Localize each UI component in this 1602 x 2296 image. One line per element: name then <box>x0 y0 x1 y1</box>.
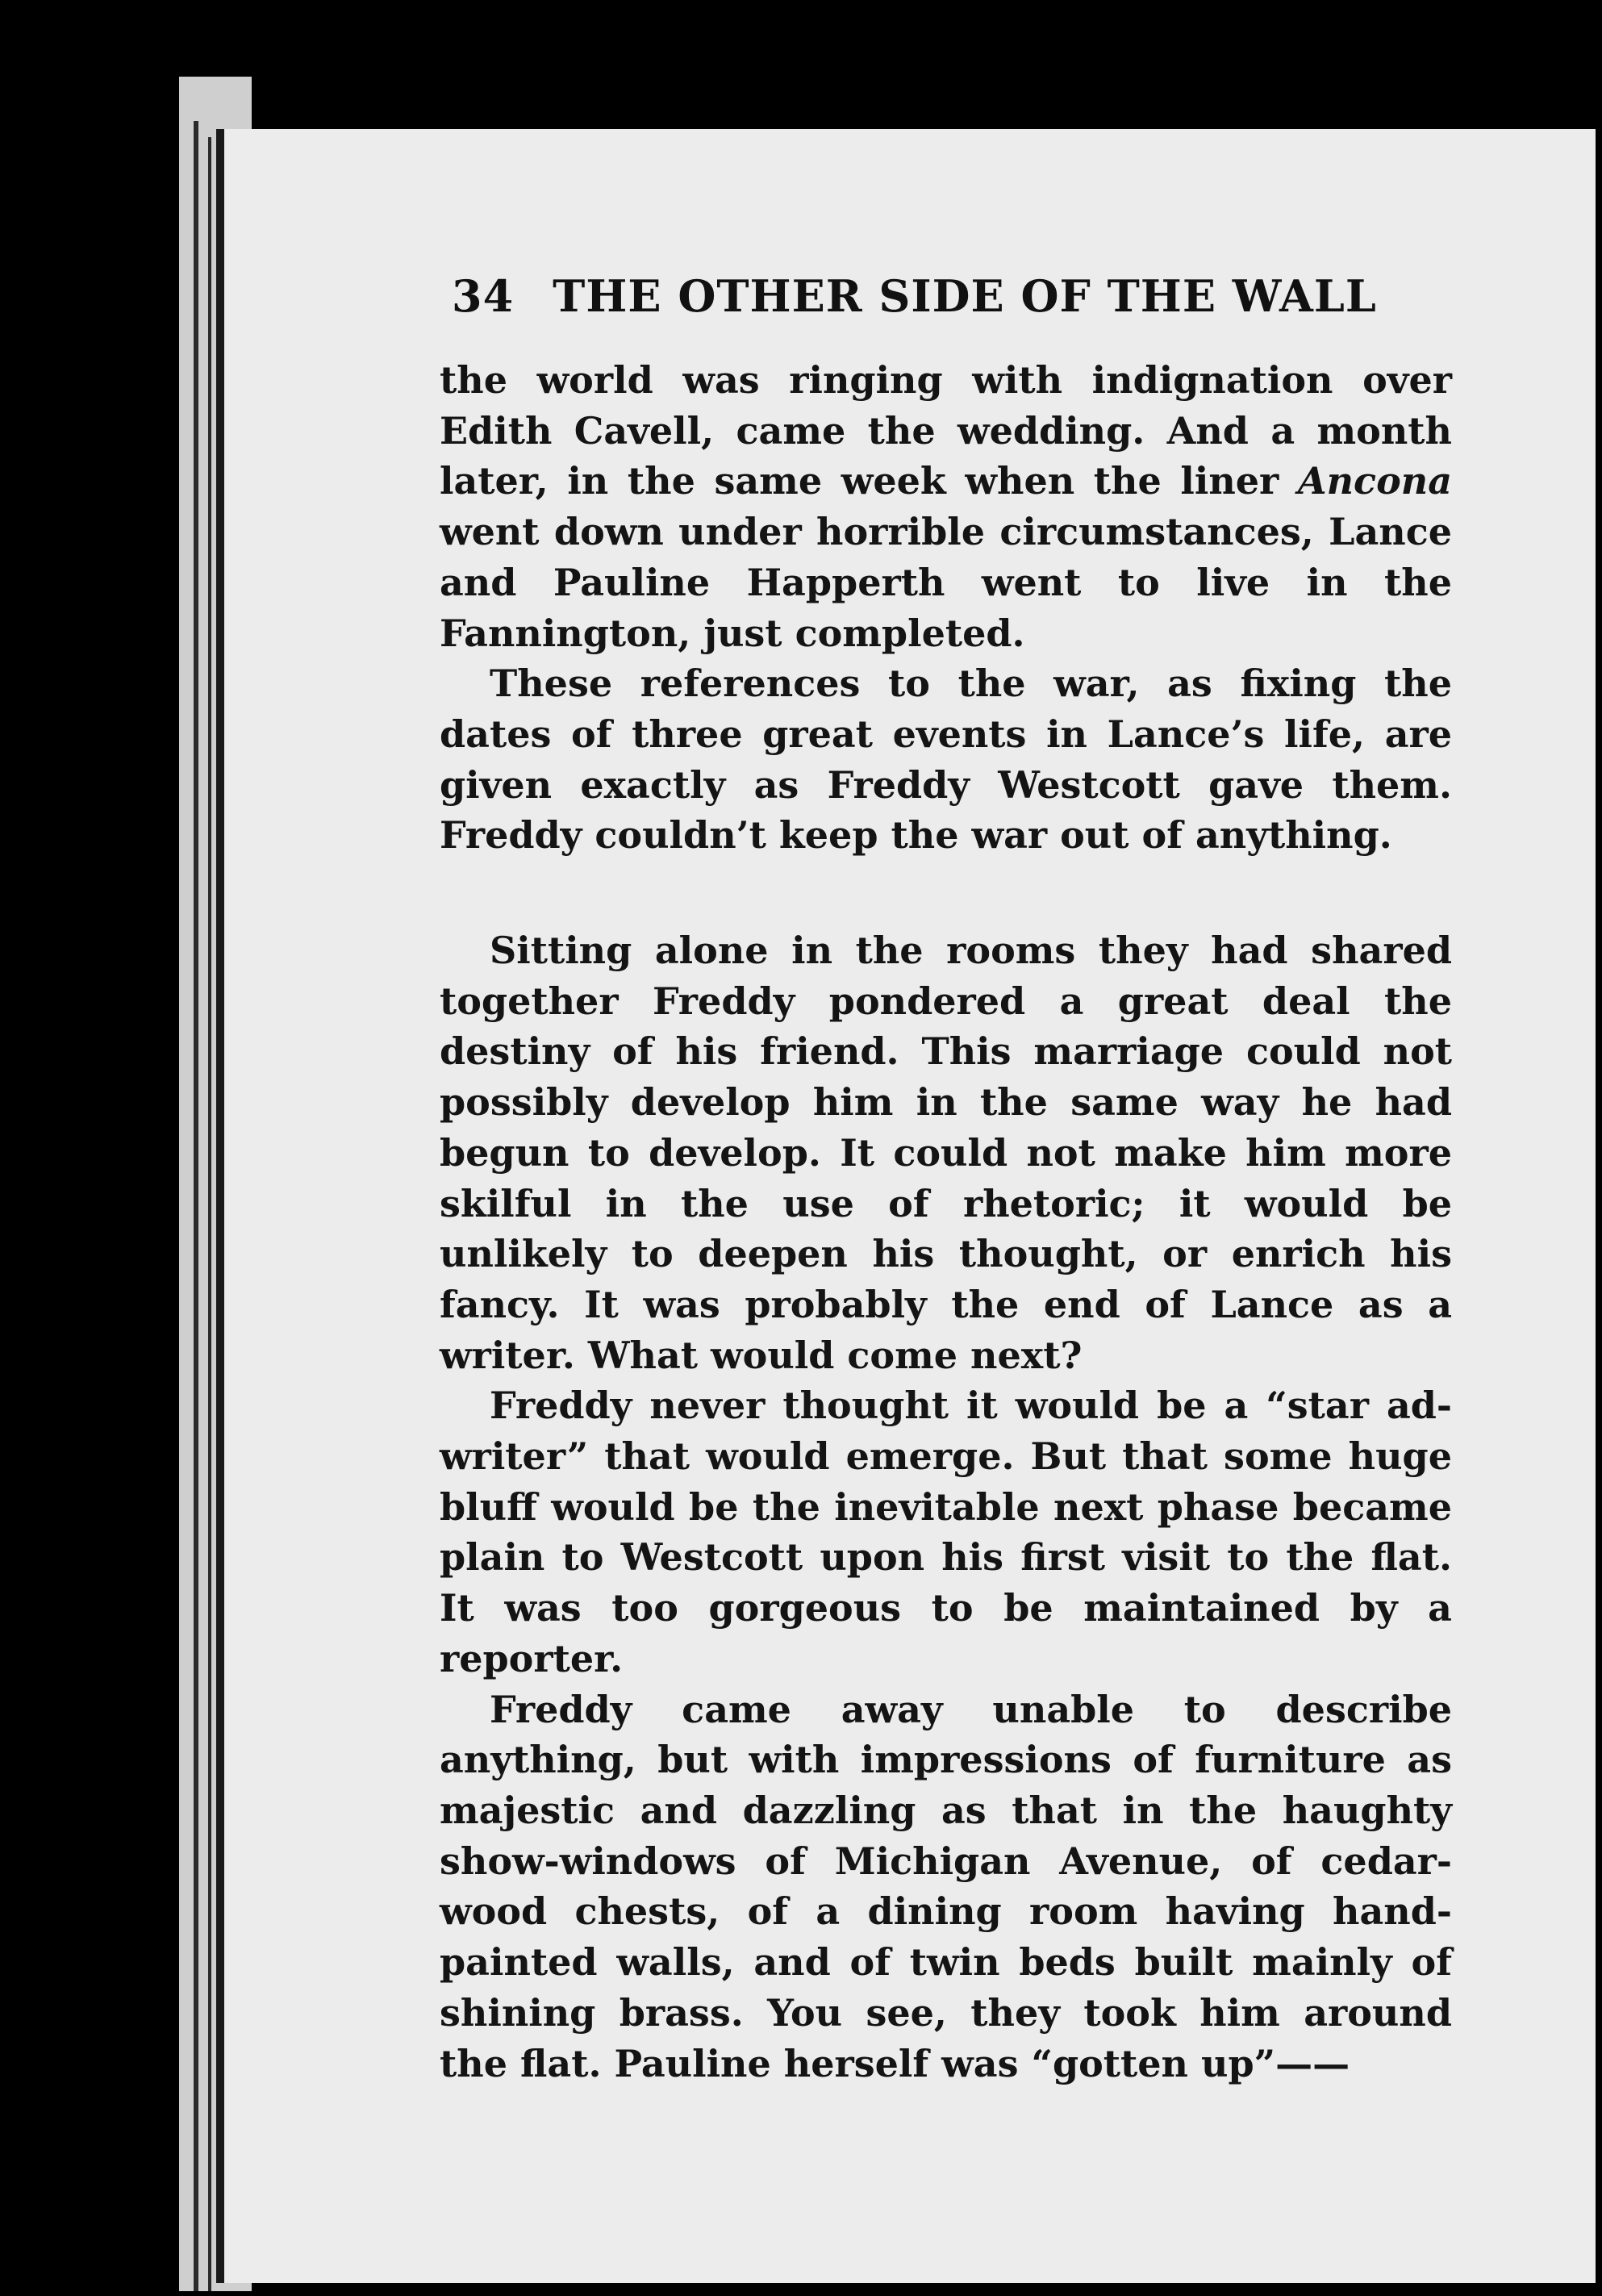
running-title: THE OTHER SIDE OF THE WALL <box>553 270 1377 322</box>
page-edge-line <box>208 137 211 2291</box>
paragraph: Sitting alone in the rooms they had shared together Freddy pondered a great deal the destiny of his friend. This marriage could not possibly develop him in the same way he had begun to develop. It could not make him more skilful in the use of rhetoric; it would be unlikely to deepen his thought, or enrich his fancy. It was probably the end of Lance as a writer. What would come next? <box>440 929 1452 1377</box>
page-body <box>440 355 1452 2089</box>
paragraph: Freddy came away unable to describe anything, but with impressions of furniture as majestic and dazzling as that in the haughty show-windows of Michigan Avenue, of cedar-wood chests, of a dining room having hand-painted walls, and of twin beds built mainly of shining brass. You see, they took him around the flat. Pauline herself was “gotten up”—— <box>440 1687 1452 2085</box>
paragraph: Freddy never thought it would be a “star ad-writer” that would emerge. But that some huge bluff would be the inevitable next phase became plain to Westcott upon his first visit to the flat. It was too gorgeous to be maintained by a reporter. <box>440 1384 1452 1680</box>
ship-name-italic: Ancona <box>1297 459 1452 503</box>
running-header <box>452 270 1377 322</box>
page-edge-line <box>194 121 198 2291</box>
page-number: 34 <box>452 270 515 322</box>
paragraph: These references to the war, as fixing the dates of three great events in Lance’s life, are given exactly as Freddy Westcott gave them. Freddy couldn’t keep the war out of anything. <box>440 662 1452 858</box>
paragraph-continued: the world was ringing with indignation over Edith Cavell, came the wedding. And a month later, in the same week when the liner Ancona went down under horrible circumstances, Lance and Pauline Happerth went to live in the Fannington, just completed. <box>440 358 1452 655</box>
